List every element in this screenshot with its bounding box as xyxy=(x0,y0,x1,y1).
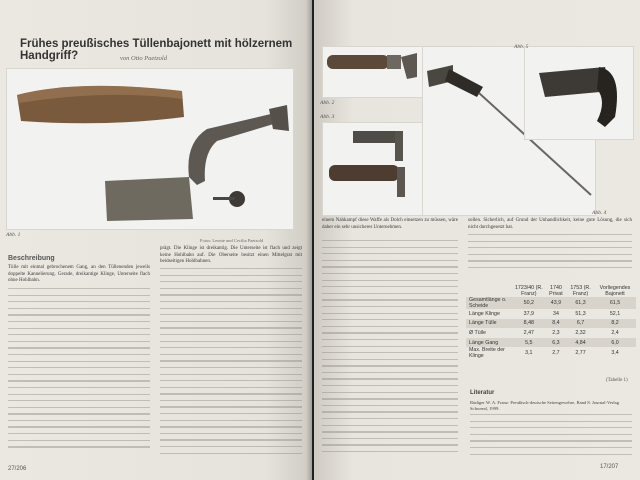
article-author: von Otto Paetzold xyxy=(120,55,167,62)
table-cell: 6,7 xyxy=(576,320,585,327)
table-cell: 6,0 xyxy=(611,339,619,346)
table-cell: 2,3 xyxy=(552,329,560,336)
left-column-2 xyxy=(160,246,302,266)
right-column-1 xyxy=(322,218,458,231)
measurement-table xyxy=(466,285,636,359)
paragraph: sollen. Sicherlich, auf Grund der Unhandlichkeit, keine gute Lösung, die sich nicht durchgesetzt hat. xyxy=(468,218,632,230)
table-cell: Gesamtlänge o. Scheide xyxy=(469,297,507,309)
table-cell: Ø Tülle xyxy=(469,329,486,336)
paragraph: einem Nahkampf diese Waffe als Dolch einsetzen zu müssen, wäre daher ein sehr unsicheres Unternehmen. xyxy=(322,218,458,230)
table-cell: 2,4 xyxy=(611,329,619,336)
page-number-left: 27/206 xyxy=(8,466,27,472)
bayonet-photo-5 xyxy=(524,46,634,140)
literature-text xyxy=(470,414,632,460)
table-cell: 51,3 xyxy=(575,310,586,317)
table-cell: 2,77 xyxy=(575,350,586,357)
right-page xyxy=(314,0,640,480)
table-cell: 8,48 xyxy=(523,320,534,327)
left-column-2-text xyxy=(160,268,302,459)
figure-5-caption: Abb. 5 xyxy=(514,44,529,50)
section-heading: Beschreibung xyxy=(8,255,55,262)
table-row xyxy=(466,338,636,348)
table-cell: 2,47 xyxy=(523,329,534,336)
paragraph: prägt. Die Klinge ist dreikantig. Die Unterseite ist flach und zeigt keine Hohlbahn auf. Die Oberseite besitzt einen Mittelgrat mit beidseitigen Hohlbahnen. xyxy=(160,246,302,265)
figure-2-caption: Abb. 2 xyxy=(320,100,335,106)
right-column-2-text xyxy=(468,234,632,274)
figure-4-caption: Abb. 4 xyxy=(592,210,607,216)
table-cell: 50,2 xyxy=(523,300,534,306)
table-header-cell: 1740 Privat xyxy=(549,285,563,297)
figure-3-caption: Abb. 3 xyxy=(320,114,335,120)
table-cell: Länge Gang xyxy=(469,339,499,346)
table-cell: 6,3 xyxy=(552,339,560,346)
table-cell: 37,9 xyxy=(523,310,534,317)
table-cell: Länge Tülle xyxy=(469,320,497,327)
table-cell: 2,32 xyxy=(575,329,586,336)
right-column-2 xyxy=(468,218,632,231)
table-cell: 3,4 xyxy=(611,350,619,357)
table-row xyxy=(466,328,636,338)
table-cell: 61,3 xyxy=(575,300,586,306)
table-cell: 61,5 xyxy=(609,300,621,306)
table-header-cell xyxy=(466,285,513,297)
table-note: (Tabelle 1) xyxy=(606,378,628,383)
literature-entry: Rüdiger W. A. Franz: Preußisch-deutsche Seitengewehre, Band 8. Journal-Verlag Schwend, 1999. xyxy=(470,400,620,411)
table-row xyxy=(466,309,636,319)
table-cell: 8,4 xyxy=(552,320,560,327)
table-cell: 2,7 xyxy=(552,350,560,357)
table-cell: Max. Breite der Klinge xyxy=(469,347,505,360)
left-page xyxy=(0,0,312,480)
paragraph: Tülle mit einmal gebrochenem Gang, an den Tüllenenden jeweils doppelte Kannelierung. Gerade, dreikantige Klinge, Unterseite flach ohne Hohlbahn. xyxy=(8,265,150,284)
table-header-row xyxy=(466,285,636,297)
page-number-right: 17/207 xyxy=(600,464,619,470)
bayonet-photo-3 xyxy=(322,122,424,216)
photo-credit: Fotos: Leonie und Cecilia Paetzold xyxy=(200,238,264,243)
table-header-cell: 1723/40 (R. Franz) xyxy=(514,285,543,297)
table-cell: 34 xyxy=(553,310,559,317)
right-column-1-text xyxy=(322,240,458,458)
table-cell: 4,84 xyxy=(575,339,586,346)
left-column-1-text xyxy=(8,288,150,453)
table-cell: 8,2 xyxy=(611,320,619,327)
bayonet-photo-2 xyxy=(322,46,424,98)
table-header-cell: 1753 (R. Franz) xyxy=(570,285,591,297)
table-cell: 43,9 xyxy=(550,300,562,306)
table-row xyxy=(466,319,636,329)
table-cell: 5,5 xyxy=(525,339,533,346)
table-cell: Länge Klinge xyxy=(469,310,500,317)
table-header-cell: Vorliegendes Bajonett xyxy=(599,285,631,297)
table-row xyxy=(466,297,636,309)
table-cell: 3,1 xyxy=(525,350,533,357)
table-cell: 52,1 xyxy=(609,310,621,317)
article-title: Frühes preußisches Tüllenbajonett mit hölzernem Handgriff? xyxy=(20,38,293,62)
literature-heading: Literatur xyxy=(470,390,495,396)
left-column-1 xyxy=(8,265,150,285)
table-row xyxy=(466,347,636,359)
bayonet-photo-main xyxy=(6,68,294,230)
figure-1-caption: Abb. 1 xyxy=(6,232,21,238)
